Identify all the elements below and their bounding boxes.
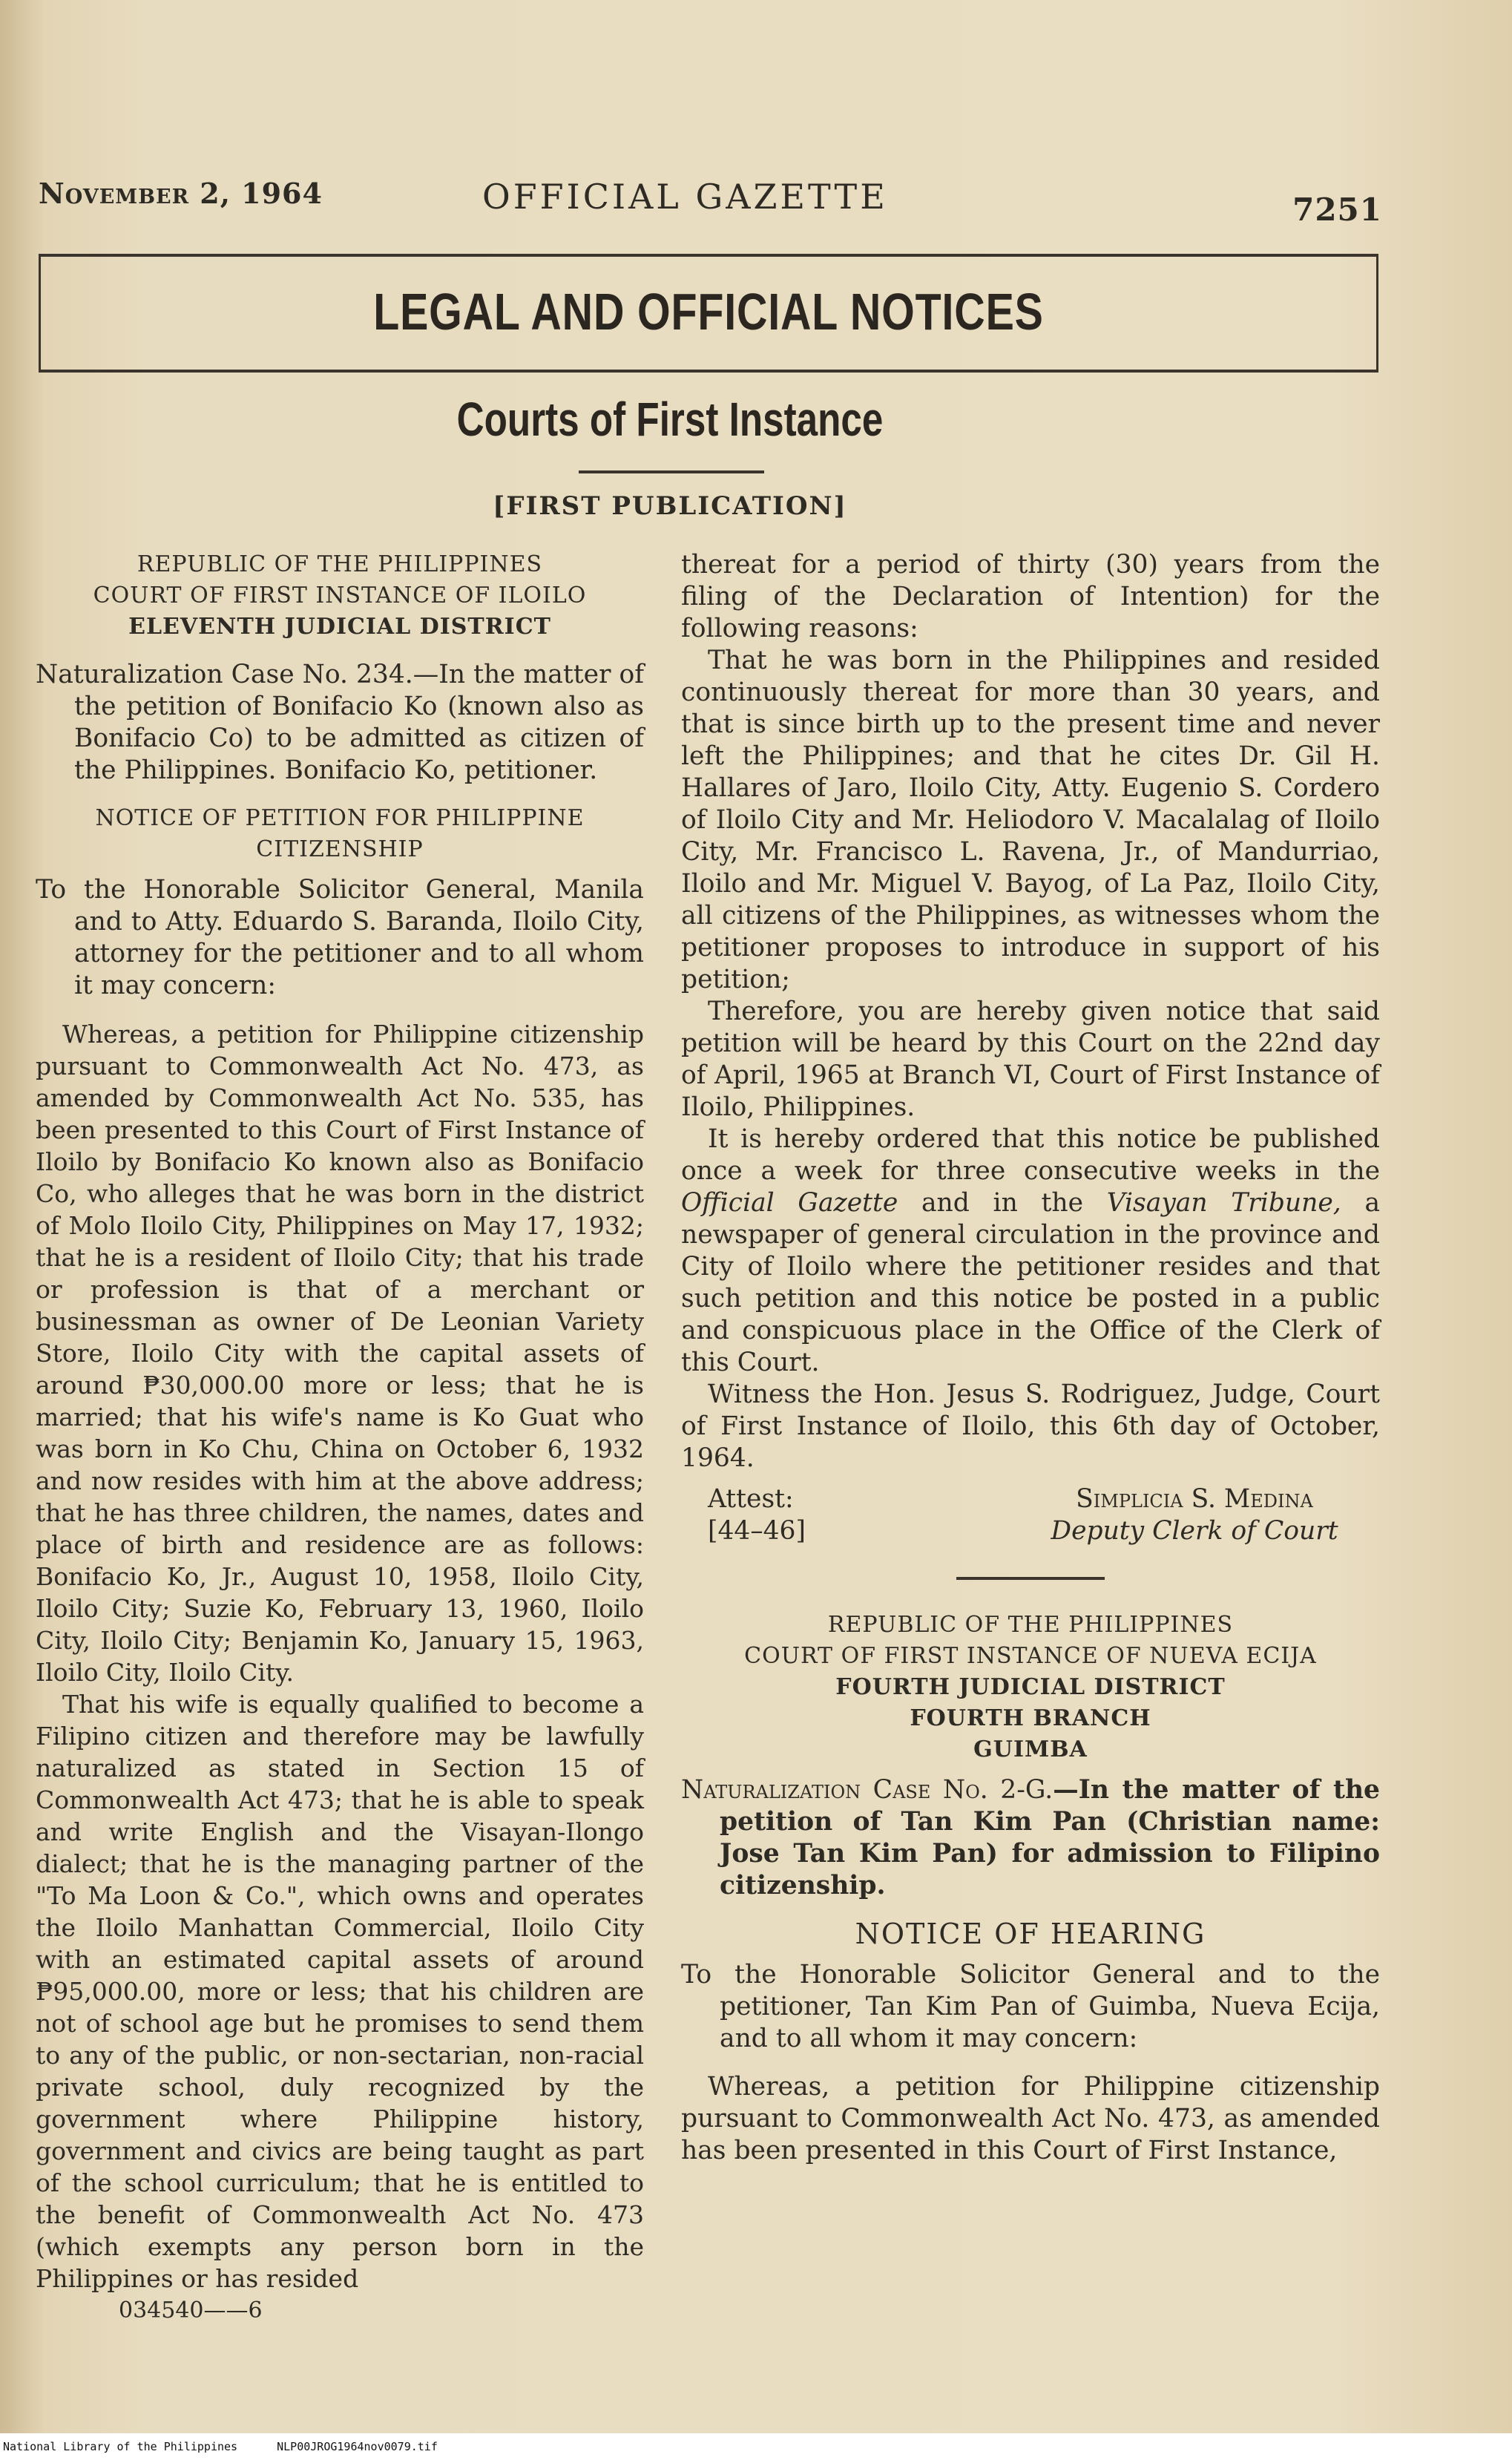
- qualification-text-left: That his wife is equally qualified to become a Filipino citizen and therefore may be lawfully naturalized as stated in Section 15 of Commonwealth Act 473; that he is able to speak and write English and the Visayan-Ilongo dialect; that he is the managing partner of the "To Ma Loon & Co.", which owns and operates the Iloilo Manhattan Commercial, Iloilo City with an estimated capital assets of around ₱95,000.00, more or less; that his children are not of school age but he promises to send them to any of the public, or non-sectarian, non-racial private school, duly recognized by the government where Philippine history, government and civics are being taught as part of the school curriculum; that he is entitled to the benefit of Commonwealth Act No. 473 (which exempts any person born in the Philippines or has resided: [36, 1690, 644, 2293]
- case-label: Naturalization Case No. 2-G.: [681, 1775, 1054, 1805]
- publication-status: [FIRST PUBLICATION]: [493, 491, 847, 521]
- case-heading: Naturalization Case No. 234.—In the matter of the petition of Bonifacio Ko (known also as Bonifacio Co) to be admitted as citizen of the Philippines. Bonifacio Ko, petitioner.: [36, 660, 644, 785]
- order-text: a newspaper of general circulation in the province and City of Iloilo where the petitioner resides and that such petition and this notice be posted in a public and conspicuous place in the Office of the Clerk of this Court.: [681, 1188, 1381, 1377]
- scan-footer: [0, 2433, 1512, 2460]
- page-code: 034540——6: [119, 2297, 263, 2323]
- notice-title: NOTICE OF PETITION FOR PHILIPPINE CITIZENSHIP: [95, 805, 585, 862]
- order-text: It is hereby ordered that this notice be published once a week for three consecutive weeks in the: [681, 1124, 1380, 1186]
- left-column: [36, 549, 644, 2326]
- court-line: FOURTH BRANCH: [910, 1705, 1151, 1731]
- publication-title: OFFICIAL GAZETTE: [482, 177, 888, 217]
- petition-paragraph: Whereas, a petition for Philippine citizenship pursuant to Commonwealth Act No. 473, as amended by Commonwealth Act No. 535, has been presented to this Court of First Instance of Iloilo by Bonifacio Ko known also as Bonifacio Co, who alleges that he was born in the district of Molo Iloilo City, Philippines on May 17, 1932; that he is a resident of Iloilo City; that his trade or profession is that of a merchant or businessman as owner of De Leonian Variety Store, Iloilo City with the capital assets of around ₱30,000.00 more or less; that he is married; that his wife's name is Ko Guat who was born in Ko Chu, China on October 6, 1932 and now resides with him at the above address; that he has three children, the names, dates and place of birth and residence are as follows: Bonifacio Ko, Jr., August 10, 1958, Iloilo City, Iloilo City; Suzie Ko, February 13, 1960, Iloilo City, Iloilo City; Benjamin Ko, January 15, 1963, Iloilo City, Iloilo City.: [36, 1020, 644, 1687]
- order-text: and in the: [921, 1188, 1083, 1218]
- addressee-2: To the Honorable Solicitor General and to the petitioner, Tan Kim Pan of Guimba, Nueva Ecija, and to all whom it may concern:: [681, 1960, 1380, 2053]
- addressee: To the Honorable Solicitor General, Manila and to Atty. Eduardo S. Baranda, Iloilo City, attorney for the petitioner and to all whom it may concern:: [36, 875, 644, 1000]
- court-line: FOURTH JUDICIAL DISTRICT: [835, 1674, 1226, 1700]
- scan-source: National Library of the Philippines: [3, 2440, 238, 2453]
- publication-order-paragraph: [681, 1124, 1380, 1379]
- case-heading-2: [681, 1774, 1380, 1902]
- court-line: GUIMBA: [973, 1736, 1088, 1762]
- issue-date: November 2, 1964: [39, 177, 323, 210]
- qualification-paragraph: [36, 1688, 644, 2295]
- witness-paragraph: Witness the Hon. Jesus S. Rodriguez, Judge, Court of First Instance of Iloilo, this 6th day of October, 1964.: [681, 1380, 1380, 1473]
- tribune-name: Visayan Tribune,: [1106, 1188, 1341, 1218]
- petition-paragraph-2: Whereas, a petition for Philippine citizenship pursuant to Commonwealth Act No. 473, as amended has been presented in this Court of First Instance,: [681, 2072, 1380, 2165]
- notices-banner: [39, 254, 1378, 373]
- gazette-name: Official Gazette: [681, 1188, 898, 1218]
- court-line: REPUBLIC OF THE PHILIPPINES: [137, 551, 543, 577]
- page-number: 7251: [1292, 191, 1382, 228]
- court-line: REPUBLIC OF THE PHILIPPINES: [827, 1612, 1234, 1638]
- banner-title: LEGAL AND OFFICIAL NOTICES: [373, 283, 1044, 341]
- signatory-title: Deputy Clerk of Court: [1051, 1516, 1338, 1546]
- court-line: ELEVENTH JUDICIAL DISTRICT: [128, 614, 551, 640]
- attest-label: Attest:: [708, 1484, 794, 1514]
- court-line: COURT OF FIRST INSTANCE OF ILOILO: [93, 583, 587, 609]
- scan-filename: NLP00JROG1964nov0079.tif: [277, 2440, 438, 2453]
- notice-title-2: NOTICE OF HEARING: [855, 1918, 1206, 1950]
- section-title: Courts of First Instance: [456, 393, 884, 446]
- witnesses-paragraph: That he was born in the Philippines and resided continuously thereat for more than 30 years, and that is since birth up to the present time and never left the Philippines; and that he cites Dr. Gil H. Hallares of Jaro, Iloilo City, Atty. Eugenio S. Cordero of Iloilo City and Mr. Heliodoro V. Macalalag of Iloilo City, Mr. Francisco L. Ravena, Jr., of Mandurriao, Iloilo and Mr. Miguel V. Bayog, of La Paz, Iloilo City, all citizens of the Philippines, as witnesses whom the petitioner proposes to introduce in support of his petition;: [681, 646, 1380, 994]
- section-divider: [579, 470, 764, 473]
- court-line: COURT OF FIRST INSTANCE OF NUEVA ECIJA: [744, 1643, 1317, 1669]
- issue-reference: [44–46]: [708, 1516, 806, 1546]
- hearing-paragraph: Therefore, you are hereby given notice that said petition will be heard by this Court on the 22nd day of April, 1965 at Branch VI, Court of First Instance of Iloilo, Philippines.: [681, 997, 1380, 1122]
- right-column: [681, 549, 1380, 2167]
- qualification-continuation: thereat for a period of thirty (30) years from the filing of the Declaration of Intention) for the following reasons:: [681, 550, 1380, 643]
- signatory-name: Simplicia S. Medina: [1076, 1484, 1313, 1514]
- attestation: [681, 1483, 1380, 1547]
- case-text: —In the matter of the petition of Tan Kim Pan (Christian name: Jose Tan Kim Pan) for admission to Filipino citizenship.: [720, 1775, 1380, 1900]
